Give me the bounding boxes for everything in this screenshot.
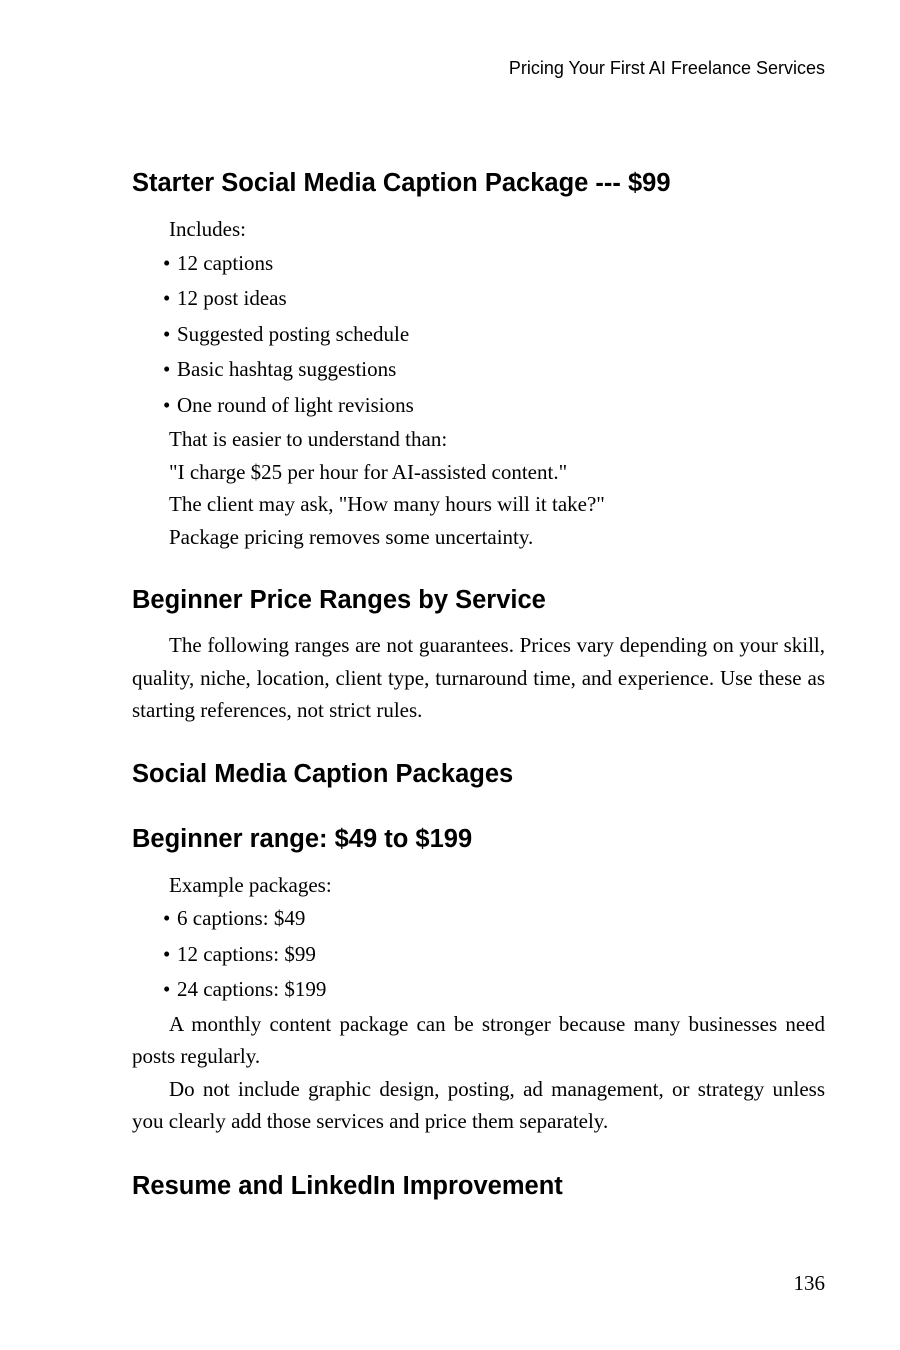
example-packages-list	[132, 901, 825, 1008]
running-header: Pricing Your First AI Freelance Services	[508, 58, 825, 78]
starter-includes-list	[132, 246, 825, 424]
list-item: • 6 captions: $49	[177, 901, 825, 937]
list-item: • 24 captions: $199	[177, 972, 825, 1008]
list-item: • Suggested posting schedule	[177, 317, 825, 353]
client-question-line: The client may ask, "How many hours will it take?"	[169, 492, 605, 516]
price-ranges-paragraph: The following ranges are not guarantees. Prices vary depending on your skill, quality, niche, location, client type, turnaround time, and experience. Use these as starting references, not strict rules.	[132, 633, 825, 722]
includes-label: Includes:	[169, 217, 246, 241]
package-benefit-line: Package pricing removes some uncertainty.	[169, 524, 534, 549]
hourly-quote-line: "I charge $25 per hour for AI-assisted content."	[169, 459, 568, 484]
list-item: • One round of light revisions	[177, 388, 825, 424]
caption-packages-heading: Social Media Caption Packages	[132, 759, 514, 788]
comparison-line: That is easier to understand than:	[169, 427, 448, 451]
resume-section	[132, 1169, 825, 1203]
list-item: • 12 captions: $99	[177, 937, 825, 973]
price-ranges-section	[132, 583, 825, 727]
starter-package-heading: Starter Social Media Caption Package --- $99	[132, 169, 671, 197]
exclusions-paragraph: Do not include graphic design, posting, ad management, or strategy unless you clearly add those services and price them separately.	[132, 1076, 825, 1133]
price-ranges-heading: Beginner Price Ranges by Service	[132, 586, 546, 614]
starter-package-section	[132, 166, 825, 553]
list-item: • 12 post ideas	[177, 281, 825, 317]
example-packages-label: Example packages:	[169, 872, 332, 897]
monthly-package-paragraph: A monthly content package can be stronger because many businesses need posts regularly.	[132, 1011, 825, 1068]
resume-heading: Resume and LinkedIn Improvement	[132, 1171, 563, 1200]
caption-packages-section	[132, 757, 825, 791]
page-content	[132, 166, 825, 1203]
beginner-range-section	[132, 822, 825, 1138]
list-item: • Basic hashtag suggestions	[177, 352, 825, 388]
beginner-range-heading: Beginner range: $49 to $199	[132, 824, 473, 853]
list-item: • 12 captions	[177, 246, 825, 282]
page-number: 136	[793, 1271, 825, 1295]
